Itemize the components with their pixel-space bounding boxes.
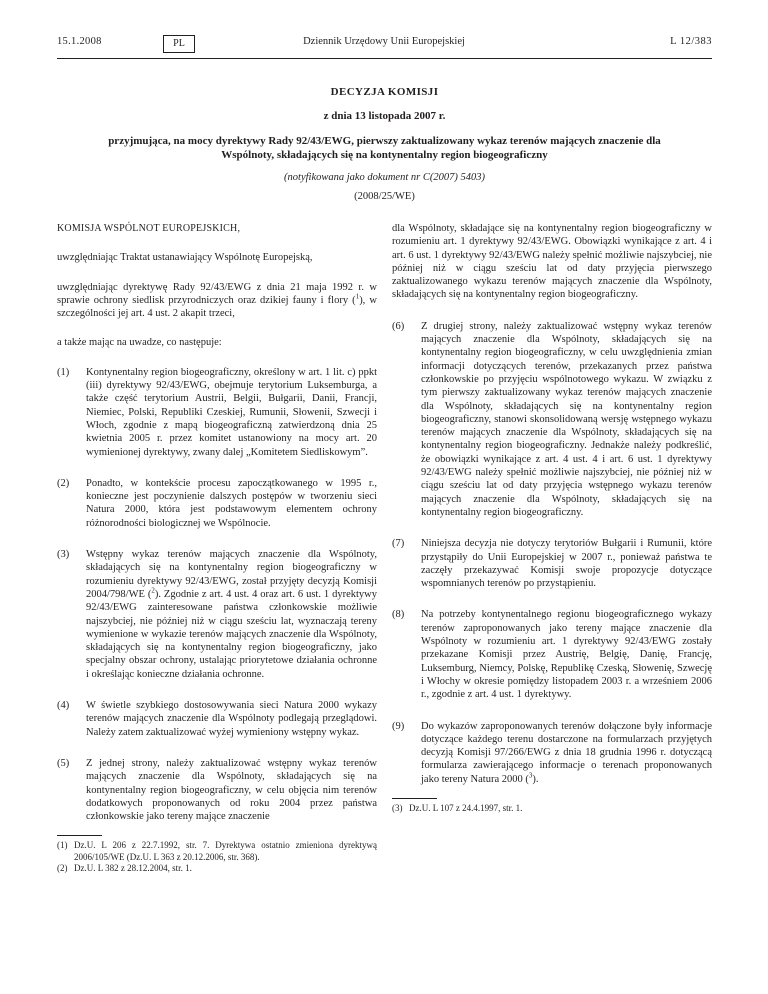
recital-number: (2) <box>57 477 70 489</box>
left-column <box>57 222 377 875</box>
language-badge: PL <box>163 35 195 53</box>
recital-number: (8) <box>392 609 405 621</box>
journal-title: Dziennik Urzędowy Unii Europejskiej <box>303 36 465 47</box>
recital-text: Ponadto, w kontekście procesu zapoczątkowanego w 1995 r., konieczne jest poczynienie dalszych postępów w tworzeniu sieci Natura 2000, która jest podstawowym elementem ochrony różnorodności biologicznej we Wspólnocie. <box>86 477 377 529</box>
footnote-divider <box>392 798 437 799</box>
recital-8 <box>392 608 712 701</box>
recital-5-continuation: dla Wspólnoty, składające się na kontynentalny region biogeograficzny w rozumieniu art. 1 dyrektywy 92/43/EWG. Obowiązki wynikające z art. 4 i art. 6 ust. 1 dyrektywy 92/43/EWG należy spełnić możliwie najszybciej, nie później niż w ciągu sześciu lat od daty przyjęcia pierwszego zaktualizowanego wykazu terenów mających znaczenie dla Wspólnoty, składających się na kontynentalny region biogeograficzny. <box>392 223 712 301</box>
recital-5 <box>57 757 377 823</box>
footnote-1: (1) Dz.U. L 206 z 22.7.1992, str. 7. Dyrektywa ostatnio zmieniona dyrektywą 2006/105/WE (Dz.U. L 363 z 20.12.2006, str. 368). <box>57 840 377 862</box>
recital-text: Z drugiej strony, należy zaktualizować wstępny wykaz terenów mających znaczenie dla Wspólnoty, składających się na kontynentalny region biogeograficzny, w celu uwzględnienia zmian informacji dotyczących terenów, przekazanych przez państwa członkowskie po przyjęciu wspólnotowego wykazu. W związku z tym pierwszy zaktualizowany wykaz terenów mających znaczenie dla Wspólnoty, składających się na kontynentalny region biogeograficzny, stanowi skonsolidowaną wersję wstępnego wykazu terenów mających znaczenie dla Wspólnoty, składających się na kontynentalny region biogeograficzny. Jednakże należy podkreślić, że obowiązki wynikające z art. 4 ust. 4 i art. 6 ust. 1 dyrektywy 92/43/EWG należy spełnić możliwie najszybciej, nie później niż w ciągu sześciu lat od daty przyjęcia wstępnego wykazu terenów mających znaczenie dla Wspólnoty, składających się na kontynentalny region biogeograficzny. <box>421 320 712 518</box>
recital-text: Do wykazów zaproponowanych terenów dołączone były informacje dotyczące każdego terenu dostarczone na formularzach przyjętych decyzją Komisji 97/266/EWG z dnia 18 grudnia 1996 r. dotyczącą formularza zawierającego informacje o terenach proponowanych jako tereny Natura 2000 ($^3$). <box>421 720 712 785</box>
recital-text: W świetle szybkiego dostosowywania sieci Natura 2000 wykazy terenów mających znaczenie dla Wspólnoty podlegają przeglądowi. Należy zatem zaktualizować wyżej wymieniony wstępny wykaz. <box>86 700 377 738</box>
recital-number: (3) <box>57 549 70 561</box>
recital-1 <box>57 366 377 459</box>
footnote-3: (3) Dz.U. L 107 z 24.4.1997, str. 1. <box>392 802 523 813</box>
decision-date: z dnia 13 listopada 2007 r. <box>323 110 446 122</box>
recital-number: (9) <box>392 720 405 732</box>
decision-subject: przyjmująca, na mocy dyrektywy Rady 92/43/EWG, pierwszy zaktualizowany wykaz terenów mających znaczenie dla Wspólnoty, składających się na kontynentalny region biogeograficzny <box>108 135 661 161</box>
decision-title-block <box>57 86 712 202</box>
citation-treaty: uwzględniając Traktat ustanawiający Wspólnotę Europejską, <box>57 252 313 264</box>
recital-9 <box>392 720 712 786</box>
recital-number: (4) <box>57 700 70 712</box>
recital-2 <box>57 477 377 530</box>
footnote-divider <box>57 835 102 836</box>
decision-kind: DECYZJA KOMISJI <box>330 86 439 98</box>
citation-directive: uwzględniając dyrektywę Rady 92/43/EWG z dnia 21 maja 1992 r. w sprawie ochrony siedlisk przyrodniczych oraz dzikiej fauny i flory ($^1$), w szczególności jej art. 4 ust. 2 akapit trzeci, <box>57 281 377 320</box>
recital-text: Z jednej strony, należy zaktualizować wstępny wykaz terenów mających znaczenie dla Wspólnoty, składających się na kontynentalny region biogeograficzny, w celu objęcia nim terenów dodatkowych proponowanych od roku 2004 przez państwa członkowskie jako tereny mające znaczenie <box>86 757 377 823</box>
page-reference: L 12/383 <box>670 36 712 47</box>
recital-6 <box>392 320 712 519</box>
page-header <box>0 0 768 70</box>
footnote-ref: 1 <box>355 292 360 301</box>
footnote-ref: 2 <box>151 586 155 595</box>
recital-number: (6) <box>392 320 405 332</box>
whereas-intro: a także mając na uwadze, co następuje: <box>57 337 222 349</box>
recital-text: Kontynentalny region biogeograficzny, określony w art. 1 lit. c) ppkt (iii) dyrektywy 92/43/EWG, obejmuje terytorium Luksemburga, a także część terytorium Austrii, Belgii, Bułgarii, Danii, Francji, Niemiec, Polski, Republiki Czeskiej, Rumunii, Słowenii, Szwecji i Włoch, zgodnie z mapą biogeograficzną zatwierdzoną dnia 25 kwietnia 2005 r. przez komitet ustanowiony na mocy art. 20 wymienionej dyrektywy, zwany dalej „Komitetem Siedliskowym”. <box>86 366 377 458</box>
footnote-2: (2) Dz.U. L 382 z 28.12.2004, str. 1. <box>57 863 192 874</box>
footnote-ref: 3 <box>528 771 533 780</box>
recital-number: (5) <box>57 757 70 769</box>
recital-7 <box>392 537 712 590</box>
right-column <box>392 222 712 814</box>
issuer: KOMISJA WSPÓLNOT EUROPEJSKICH, <box>57 223 241 234</box>
recital-text: Wstępny wykaz terenów mających znaczenie dla Wspólnoty, składających się na kontynentalny region biogeograficzny w rozumieniu dyrektywy 92/43/EWG, został przyjęty decyzją Komisji 2004/798/WE ($^2$). Zgodnie z art. 4 ust. 4 oraz art. 6 ust. 1 dyrektywy 92/43/EWG zainteresowane państwa członkowskie możliwie najszybciej, nie później niż w ciągu sześciu lat, wyznaczają tereny wymienione w wykazie terenów mających znaczenie dla Wspólnoty, składających się na kontynentalny region biogeograficzny, jako specjalny obszar ochrony, ustalając priorytetowe działania ochronne i określając konieczne działania ochronne. <box>86 549 377 680</box>
recital-text: Niniejsza decyzja nie dotyczy terytoriów Bułgarii i Rumunii, które przystąpiły do Unii Europejskiej w 2007 r., ponieważ państwa te zaczęły przekazywać Komisji swoje propozycje dotyczące wspomnianych terenów po przystąpieniu. <box>421 538 712 590</box>
publication-date: 15.1.2008 <box>57 36 102 47</box>
recital-3 <box>57 548 377 681</box>
notification-note: (notyfikowana jako dokument nr C(2007) 5403) <box>284 172 485 183</box>
header-divider <box>57 58 712 59</box>
recital-text: Na potrzeby kontynentalnego regionu biogeograficznego wykazy terenów zaproponowanych jako tereny mające znaczenie dla Wspólnoty w rozumieniu art. 1 dyrektywy 92/43/EWG zostały przekazane Komisji przez Austrię, Belgię, Danię, Francję, Luksemburg, Niemcy, Polskę, Republikę Czeską, Słowenię, Szwecję i Włochy w okresie pomiędzy listopadem 2003 r. a wrześniem 2006 r., zgodnie z art. 4 ust. 1 dyrektywy. <box>421 609 712 701</box>
recital-4 <box>57 699 377 739</box>
recital-number: (1) <box>57 366 70 378</box>
decision-number: (2008/25/WE) <box>354 191 415 202</box>
recital-number: (7) <box>392 538 405 550</box>
